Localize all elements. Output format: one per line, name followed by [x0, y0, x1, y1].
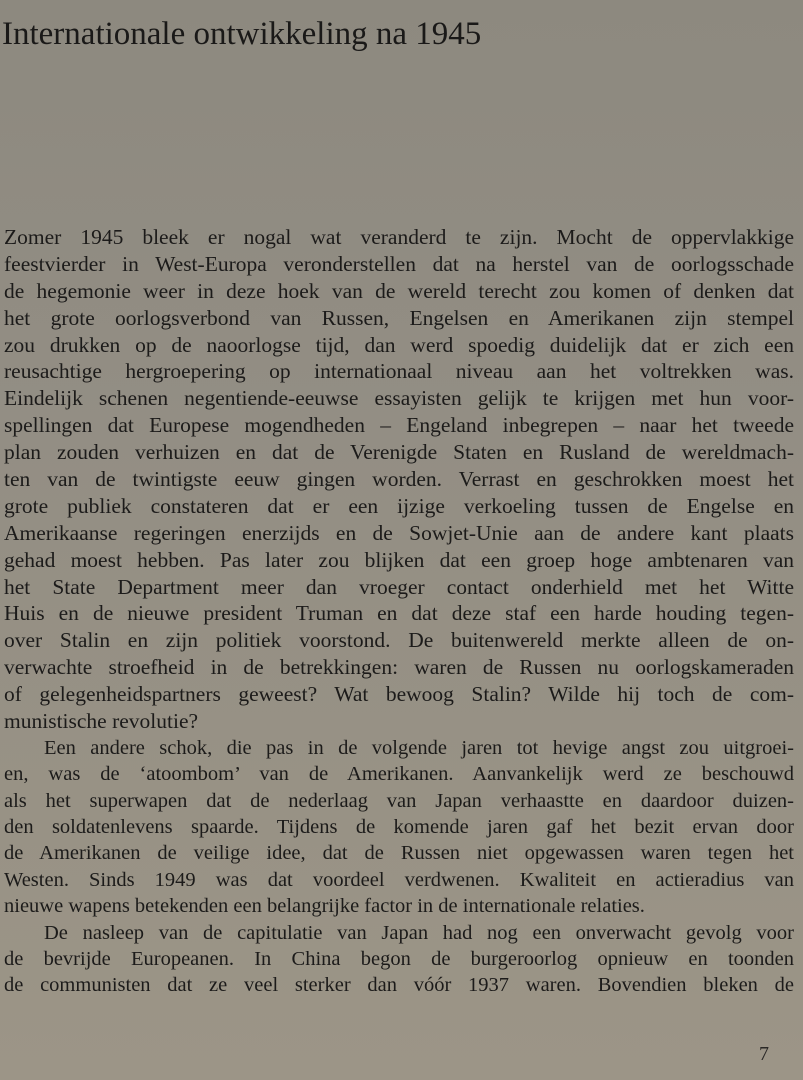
text-line: over Stalin en zijn politiek voorstond. De buitenwereld merkte alleen de on- — [4, 628, 794, 653]
text-line: en, was de ‘atoombom’ van de Amerikanen. Aanvankelijk werd ze beschouwd — [4, 763, 794, 786]
text-line: den soldatenlevens spaarde. Tijdens de komende jaren gaf het bezit ervan door — [4, 816, 794, 839]
text-line: zou drukken op de naoorlogse tijd, dan werd spoedig duidelijk dat er zich een — [4, 332, 794, 357]
text-line: grote publiek constateren dat er een ijzige verkoeling tussen de Engelse en — [4, 493, 794, 518]
text-line: het State Department meer dan vroeger contact onderhield met het Witte — [4, 574, 794, 599]
text-line: plan zouden verhuizen en dat de Verenigde Staten en Rusland de wereldmach- — [4, 440, 794, 465]
text-line: De nasleep van de capitulatie van Japan had nog een onverwacht gevolg voor — [44, 921, 794, 944]
text-line: de communisten dat ze veel sterker dan vóór 1937 waren. Bovendien bleken de — [4, 974, 794, 997]
text-line: Eindelijk schenen negentiende-eeuwse essayisten gelijk te krijgen met hun voor- — [4, 386, 794, 411]
text-line: nieuwe wapens betekenden een belangrijke factor in de internationale relaties. — [4, 895, 645, 918]
text-line: het grote oorlogsverbond van Russen, Engelsen en Amerikanen zijn stempel — [4, 305, 794, 330]
text-line: reusachtige hergroepering op internationaal niveau aan het voltrekken was. — [4, 359, 794, 384]
text-line: munistische revolutie? — [4, 709, 199, 734]
text-line: Zomer 1945 bleek er nogal wat veranderd te zijn. Mocht de oppervlakkige — [4, 225, 794, 249]
paragraph-3 — [4, 920, 794, 999]
text-line: feestvierder in West-Europa veronderstellen dat na herstel van de oorlogsschade — [4, 251, 794, 276]
text-line: verwachte stroefheid in de betrekkingen: waren de Russen nu oorlogskameraden — [4, 655, 794, 680]
paragraph-1 — [4, 224, 794, 735]
text-line: de bevrijde Europeanen. In China begon de burgeroorlog opnieuw en toonden — [4, 948, 794, 971]
text-line: Amerikaanse regeringen enerzijds en de Sowjet-Unie aan de andere kant plaats — [4, 520, 794, 545]
text-line: Westen. Sinds 1949 was dat voordeel verdwenen. Kwaliteit en actieradius van — [4, 868, 794, 891]
text-line: of gelegenheidspartners geweest? Wat bewoog Stalin? Wilde hij toch de com- — [4, 682, 794, 707]
page-number: 7 — [759, 1043, 769, 1065]
text-line: gehad moest hebben. Pas later zou blijken dat een groep hoge ambtenaren van — [4, 547, 794, 572]
text-line: Een andere schok, die pas in de volgende jaren tot hevige angst zou uitgroei- — [44, 736, 794, 759]
text-line: spellingen dat Europese mogendheden – Engeland inbegrepen – naar het tweede — [4, 413, 794, 438]
paragraph-2 — [4, 735, 794, 920]
text-line: Huis en de nieuwe president Truman en dat deze staf een harde houding tegen- — [4, 601, 794, 626]
text-line: als het superwapen dat de nederlaag van Japan verhaastte en daardoor duizen- — [4, 789, 794, 812]
body-text — [4, 224, 794, 999]
text-line: de Amerikanen de veilige idee, dat de Russen niet opgewassen waren tegen het — [4, 842, 794, 865]
text-line: de hegemonie weer in deze hoek van de wereld terecht zou komen of denken dat — [4, 278, 794, 303]
text-line: ten van de twintigste eeuw gingen worden. Verrast en geschrokken moest het — [4, 467, 794, 492]
chapter-title: Internationale ontwikkeling na 1945 — [2, 16, 482, 52]
